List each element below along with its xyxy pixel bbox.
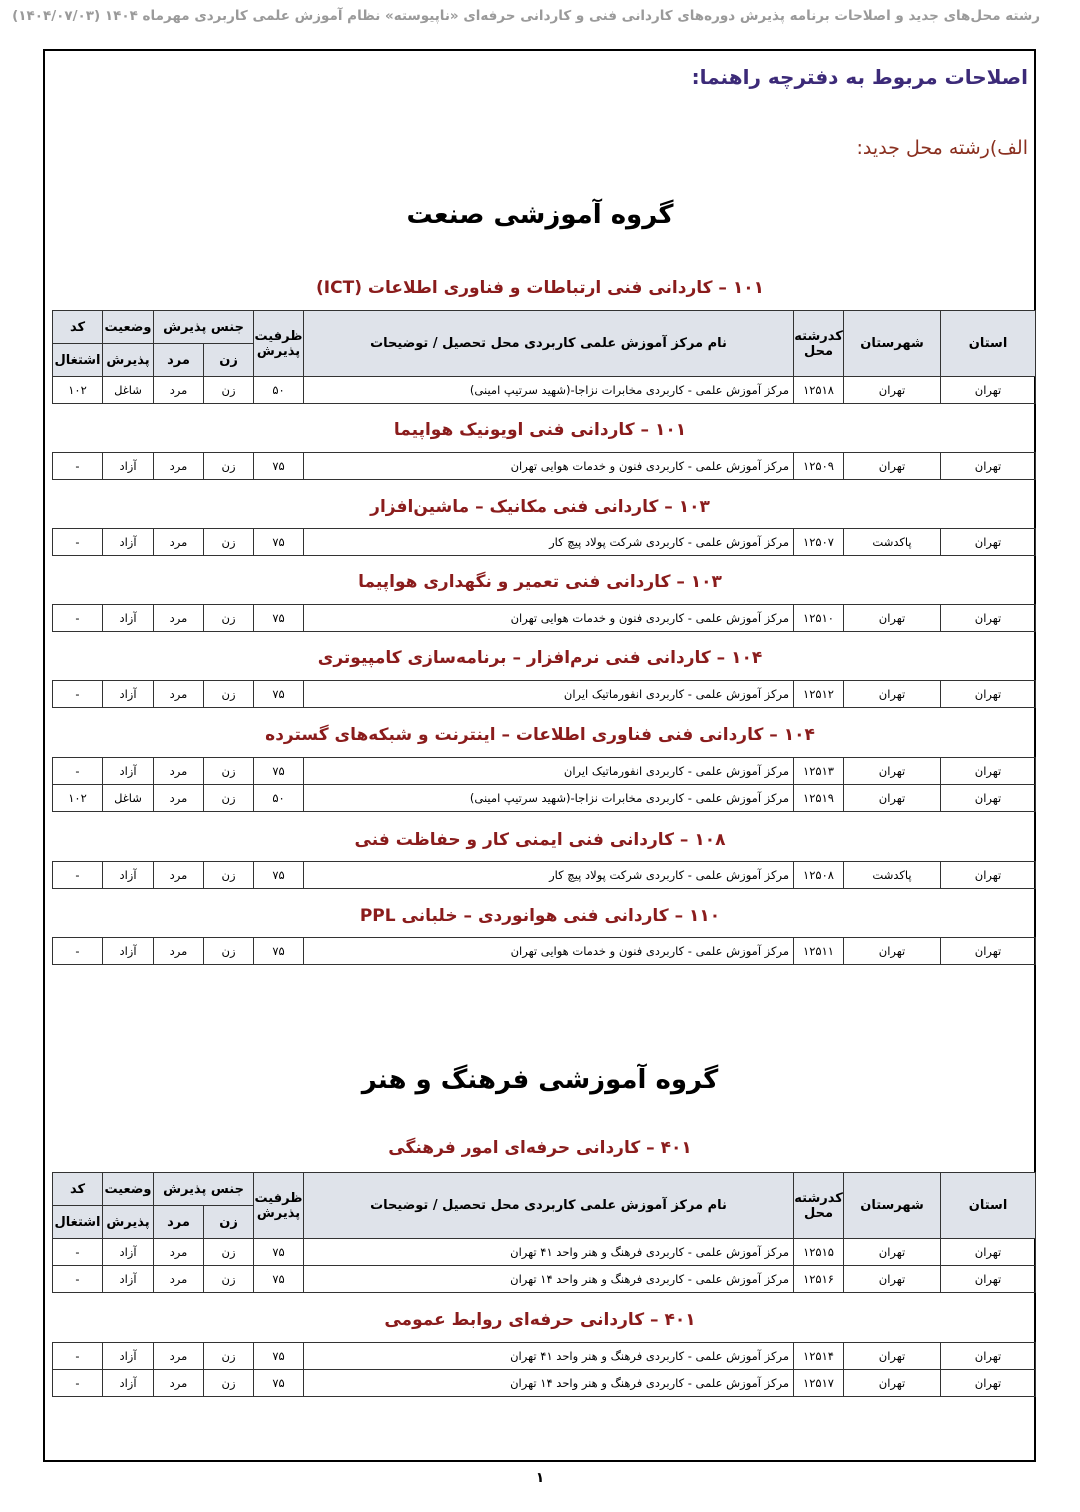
header-capacity-text: ظرفیت — [254, 328, 303, 344]
cell-capacity: ۵۰ — [254, 785, 304, 812]
cell-city: تهران — [844, 938, 941, 965]
cell-capacity: ۷۵ — [254, 758, 304, 785]
header-code-text: کدرشته — [794, 328, 843, 344]
header-province: استان — [941, 1173, 1036, 1239]
cell-male: مرد — [154, 453, 204, 480]
header-female: زن — [204, 1206, 254, 1239]
cell-status: آزاد — [103, 1266, 154, 1293]
table-row — [53, 862, 1036, 889]
cell-female: زن — [204, 785, 254, 812]
cell-code: ۱۲۵۱۶ — [794, 1266, 844, 1293]
cell-job: - — [53, 681, 103, 708]
field-title: ۱۰۳ – کاردانی فنی مکانیک – ماشین‌افزار — [370, 497, 710, 517]
header-gender: جنس پذیرش — [154, 311, 254, 344]
table-row — [53, 529, 1036, 556]
cell-center: مرکز آموزش علمی - کاربردی شرکت پولاد پیچ کار — [304, 529, 794, 556]
cell-female: زن — [204, 758, 254, 785]
cell-female: زن — [204, 862, 254, 889]
cell-city: تهران — [844, 785, 941, 812]
header-status: وضعیت — [103, 1173, 154, 1206]
cell-center: مرکز آموزش علمی - کاربردی فنون و خدمات هوایی تهران — [304, 453, 794, 480]
header-status-2: پذیرش — [103, 344, 154, 377]
table-row — [53, 785, 1036, 812]
header-job-2: اشتغال — [53, 1206, 103, 1239]
admission-table — [52, 937, 1036, 965]
header-capacity — [254, 311, 304, 377]
cell-code: ۱۲۵۱۷ — [794, 1370, 844, 1397]
cell-province: تهران — [941, 758, 1036, 785]
cell-center: مرکز آموزش علمی - کاربردی فرهنگ و هنر واحد ۱۴ تهران — [304, 1370, 794, 1397]
admission-table — [52, 1172, 1036, 1293]
cell-code: ۱۲۵۱۱ — [794, 938, 844, 965]
cell-capacity: ۷۵ — [254, 1370, 304, 1397]
header-code — [794, 1173, 844, 1239]
cell-status: آزاد — [103, 1343, 154, 1370]
header-code-text: محل — [804, 343, 834, 359]
header-capacity — [254, 1173, 304, 1239]
cell-center: مرکز آموزش علمی - کاربردی فنون و خدمات هوایی تهران — [304, 605, 794, 632]
cell-male: مرد — [154, 529, 204, 556]
cell-capacity: ۷۵ — [254, 1266, 304, 1293]
cell-male: مرد — [154, 1239, 204, 1266]
cell-capacity: ۷۵ — [254, 938, 304, 965]
header-male: مرد — [154, 1206, 204, 1239]
admission-table — [52, 680, 1036, 708]
cell-center: مرکز آموزش علمی - کاربردی فرهنگ و هنر واحد ۴۱ تهران — [304, 1343, 794, 1370]
field-title: ۱۰۳ – کاردانی فنی تعمیر و نگهداری هواپیما — [358, 572, 722, 592]
table-row — [53, 681, 1036, 708]
group-title: گروه آموزشی صنعت — [406, 200, 674, 230]
cell-city: تهران — [844, 758, 941, 785]
cell-male: مرد — [154, 758, 204, 785]
field-title: ۱۰۸ – کاردانی فنی ایمنی کار و حفاظت فنی — [354, 830, 726, 850]
cell-status: شاغل — [103, 785, 154, 812]
cell-status: آزاد — [103, 529, 154, 556]
cell-center: مرکز آموزش علمی - کاربردی فنون و خدمات هوایی تهران — [304, 938, 794, 965]
table-row — [53, 605, 1036, 632]
group-title: گروه آموزشی فرهنگ و هنر — [361, 1065, 719, 1095]
header-capacity-text: ظرفیت — [254, 1190, 303, 1206]
cell-female: زن — [204, 938, 254, 965]
cell-male: مرد — [154, 377, 204, 404]
table-row — [53, 1266, 1036, 1293]
cell-code: ۱۲۵۱۹ — [794, 785, 844, 812]
cell-center: مرکز آموزش علمی - کاربردی انفورماتیک ایران — [304, 758, 794, 785]
header-gender: جنس پذیرش — [154, 1173, 254, 1206]
table-row — [53, 758, 1036, 785]
header-code — [794, 311, 844, 377]
cell-male: مرد — [154, 1266, 204, 1293]
field-title: ۴۰۱ – کاردانی حرفه‌ای امور فرهنگی — [388, 1138, 692, 1158]
cell-job: - — [53, 529, 103, 556]
cell-male: مرد — [154, 1370, 204, 1397]
cell-status: آزاد — [103, 938, 154, 965]
cell-code: ۱۲۵۱۵ — [794, 1239, 844, 1266]
cell-code: ۱۲۵۰۹ — [794, 453, 844, 480]
header-code-text: کدرشته — [794, 1190, 843, 1206]
cell-status: آزاد — [103, 605, 154, 632]
cell-job: ۱۰۲ — [53, 377, 103, 404]
admission-table — [52, 452, 1036, 480]
admission-table — [52, 757, 1036, 812]
page-header: رشته محل‌های جدید و اصلاحات برنامه پذیرش دوره‌های کاردانی فنی و کاردانی حرفه‌ای «ناپیوسته» نظام آموزش علمی کاربردی مهرماه ۱۴۰۴ (۱۴۰۴/۰۷/۰۳) — [12, 8, 1040, 24]
cell-status: آزاد — [103, 453, 154, 480]
cell-male: مرد — [154, 785, 204, 812]
cell-center: مرکز آموزش علمی - کاربردی مخابرات نزاجا-(شهید سرتیپ امینی) — [304, 785, 794, 812]
cell-city: تهران — [844, 1239, 941, 1266]
cell-job: - — [53, 862, 103, 889]
cell-code: ۱۲۵۱۸ — [794, 377, 844, 404]
cell-female: زن — [204, 1343, 254, 1370]
table-row — [53, 1239, 1036, 1266]
cell-status: آزاد — [103, 681, 154, 708]
cell-code: ۱۲۵۰۷ — [794, 529, 844, 556]
cell-city: پاکدشت — [844, 862, 941, 889]
admission-table — [52, 528, 1036, 556]
cell-province: تهران — [941, 453, 1036, 480]
admission-table — [52, 604, 1036, 632]
table-row — [53, 453, 1036, 480]
cell-job: - — [53, 758, 103, 785]
cell-male: مرد — [154, 862, 204, 889]
page-title: اصلاحات مربوط به دفترچه راهنما: — [691, 65, 1028, 89]
cell-code: ۱۲۵۱۳ — [794, 758, 844, 785]
cell-center: مرکز آموزش علمی - کاربردی مخابرات نزاجا-(شهید سرتیپ امینی) — [304, 377, 794, 404]
table-row — [53, 1370, 1036, 1397]
cell-province: تهران — [941, 1266, 1036, 1293]
header-male: مرد — [154, 344, 204, 377]
cell-province: تهران — [941, 377, 1036, 404]
cell-female: زن — [204, 453, 254, 480]
admission-table — [52, 861, 1036, 889]
header-capacity-text: پذیرش — [256, 1205, 301, 1221]
cell-female: زن — [204, 529, 254, 556]
cell-city: تهران — [844, 453, 941, 480]
cell-capacity: ۷۵ — [254, 453, 304, 480]
cell-status: آزاد — [103, 862, 154, 889]
cell-female: زن — [204, 681, 254, 708]
cell-status: شاغل — [103, 377, 154, 404]
header-status: وضعیت — [103, 311, 154, 344]
header-job: کد — [53, 1173, 103, 1206]
cell-capacity: ۷۵ — [254, 529, 304, 556]
cell-province: تهران — [941, 862, 1036, 889]
cell-center: مرکز آموزش علمی - کاربردی شرکت پولاد پیچ کار — [304, 862, 794, 889]
cell-job: - — [53, 453, 103, 480]
cell-job: - — [53, 1343, 103, 1370]
cell-female: زن — [204, 377, 254, 404]
field-title: ۱۰۴ – کاردانی فنی نرم‌افزار – برنامه‌سازی کامپیوتری — [317, 648, 763, 668]
cell-status: آزاد — [103, 1239, 154, 1266]
field-title: ۱۰۱ – کاردانی فنی اویونیک هواپیما — [393, 420, 687, 440]
cell-province: تهران — [941, 681, 1036, 708]
header-city: شهرستان — [844, 1173, 941, 1239]
section-subtitle: الف)رشته محل جدید: — [856, 137, 1028, 159]
table-row — [53, 1343, 1036, 1370]
cell-city: تهران — [844, 1343, 941, 1370]
cell-job: ۱۰۲ — [53, 785, 103, 812]
cell-city: تهران — [844, 1266, 941, 1293]
cell-city: پاکدشت — [844, 529, 941, 556]
cell-capacity: ۷۵ — [254, 605, 304, 632]
cell-center: مرکز آموزش علمی - کاربردی فرهنگ و هنر واحد ۴۱ تهران — [304, 1239, 794, 1266]
header-center: نام مرکز آموزش علمی کاربردی محل تحصیل / توضیحات — [304, 311, 794, 377]
cell-female: زن — [204, 1266, 254, 1293]
cell-capacity: ۷۵ — [254, 1239, 304, 1266]
cell-job: - — [53, 1370, 103, 1397]
cell-female: زن — [204, 1370, 254, 1397]
header-female: زن — [204, 344, 254, 377]
header-code-text: محل — [804, 1205, 834, 1221]
field-title: ۱۰۱ – کاردانی فنی ارتباطات و فناوری اطلاعات (ICT) — [316, 278, 764, 298]
cell-code: ۱۲۵۱۴ — [794, 1343, 844, 1370]
header-job-2: اشتغال — [53, 344, 103, 377]
cell-job: - — [53, 1266, 103, 1293]
cell-province: تهران — [941, 529, 1036, 556]
cell-province: تهران — [941, 785, 1036, 812]
cell-code: ۱۲۵۱۲ — [794, 681, 844, 708]
cell-city: تهران — [844, 681, 941, 708]
page-number: ۱ — [535, 1470, 545, 1486]
cell-code: ۱۲۵۰۸ — [794, 862, 844, 889]
cell-male: مرد — [154, 681, 204, 708]
cell-province: تهران — [941, 1239, 1036, 1266]
cell-province: تهران — [941, 938, 1036, 965]
header-job: کد — [53, 311, 103, 344]
cell-capacity: ۵۰ — [254, 377, 304, 404]
field-title: ۴۰۱ – کاردانی حرفه‌ای روابط عمومی — [384, 1310, 696, 1330]
cell-job: - — [53, 605, 103, 632]
header-capacity-text: پذیرش — [256, 343, 301, 359]
cell-capacity: ۷۵ — [254, 1343, 304, 1370]
field-title: ۱۰۴ – کاردانی فنی فناوری اطلاعات – اینترنت و شبکه‌های گسترده — [265, 725, 815, 745]
cell-job: - — [53, 938, 103, 965]
cell-province: تهران — [941, 1370, 1036, 1397]
cell-city: تهران — [844, 605, 941, 632]
cell-job: - — [53, 1239, 103, 1266]
cell-male: مرد — [154, 605, 204, 632]
field-title: ۱۱۰ – کاردانی فنی هوانوردی – خلبانی PPL — [359, 906, 721, 926]
cell-province: تهران — [941, 605, 1036, 632]
cell-male: مرد — [154, 938, 204, 965]
cell-city: تهران — [844, 1370, 941, 1397]
cell-capacity: ۷۵ — [254, 681, 304, 708]
cell-female: زن — [204, 1239, 254, 1266]
table-row — [53, 938, 1036, 965]
table-row — [53, 377, 1036, 404]
header-center: نام مرکز آموزش علمی کاربردی محل تحصیل / توضیحات — [304, 1173, 794, 1239]
header-province: استان — [941, 311, 1036, 377]
header-city: شهرستان — [844, 311, 941, 377]
cell-status: آزاد — [103, 758, 154, 785]
admission-table — [52, 1342, 1036, 1397]
cell-status: آزاد — [103, 1370, 154, 1397]
cell-city: تهران — [844, 377, 941, 404]
cell-male: مرد — [154, 1343, 204, 1370]
header-status-2: پذیرش — [103, 1206, 154, 1239]
admission-table — [52, 310, 1036, 404]
cell-center: مرکز آموزش علمی - کاربردی انفورماتیک ایران — [304, 681, 794, 708]
cell-province: تهران — [941, 1343, 1036, 1370]
cell-center: مرکز آموزش علمی - کاربردی فرهنگ و هنر واحد ۱۴ تهران — [304, 1266, 794, 1293]
cell-capacity: ۷۵ — [254, 862, 304, 889]
cell-female: زن — [204, 605, 254, 632]
cell-code: ۱۲۵۱۰ — [794, 605, 844, 632]
